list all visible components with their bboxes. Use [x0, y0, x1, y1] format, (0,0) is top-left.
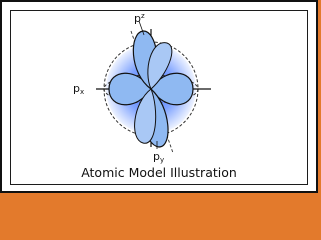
orbital-diagram — [11, 11, 307, 184]
figure-caption: Atomic Model Illustration — [81, 165, 237, 180]
px-label: px — [73, 82, 85, 96]
py-label: py — [153, 150, 165, 164]
figure-panel — [10, 10, 308, 185]
pz-label: $p^z$ — [134, 12, 145, 25]
